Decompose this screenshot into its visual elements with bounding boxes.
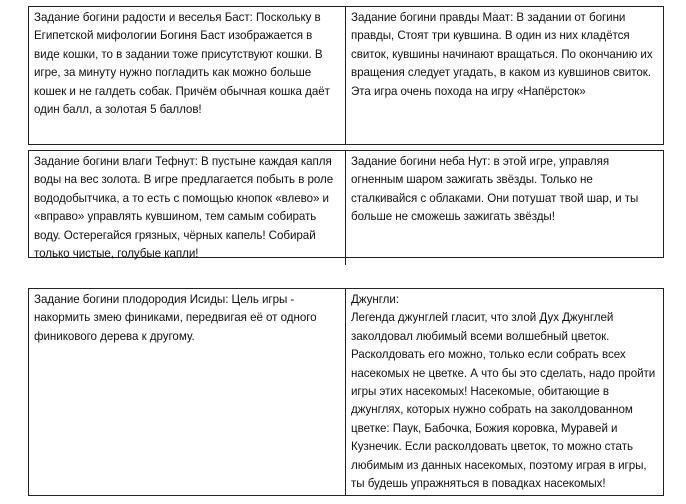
task-text-nut: Задание богини неба Нут: в этой игре, управляя огненным шаром зажигать звёзды. Только не сталкивайся с облаками. Они потушат твой шар, и ты больше не сможешь зажигать звёзды! [351, 155, 639, 224]
task-cell-maat [345, 7, 665, 144]
task-text-jungle: Джунгли: Легенда джунглей гласит, что злой Дух Джунглей заколдовал любимый всеми волшебный цветок. Расколдовать его можно, только если собрать всех насекомых не цветке. А что бы это сделать, надо пройти игры этих насекомых! Насекомые, обитающие в джунглях, которых нужно собрать на заколдованном цветке: Паук, Бабочка, Божия коровка, Муравей и Кузнечик. Если расколдовать цветок, то можно стать любимым из данных насекомых, поэтому играя в игры, ты будешь упражняться в повадках насекомых! [351, 293, 656, 491]
task-cell-nut [345, 151, 665, 265]
task-text-isis: Задание богини плодородия Исиды: Цель игры - накормить змею финиками, передвигая её от одного финикового дерева к другому. [34, 293, 317, 343]
task-table-bast-maat [28, 6, 664, 145]
task-table-isis-jungle [28, 288, 664, 496]
task-text-tefnut: Задание богини влаги Тефнут: В пустыне каждая капля воды на вес золота. В игре предлагается побыть в роле вододобытчика, а то есть с помощью кнопок «влево» и «вправо» управлять кувшином, тем самым собирать воду. Остерегайся грязных, чёрных капель! Собирай только чистые, голубые капли! [34, 155, 334, 261]
task-cell-bast [29, 7, 345, 144]
task-table-tefnut-nut [28, 150, 664, 261]
task-cell-tefnut [29, 151, 345, 265]
task-text-maat: Задание богини правды Маат: В задании от богини правды, Стоят три кувшина. В один из них кладётся свиток, кувшины начинают вращаться. По окончанию их вращения следует угадать, в каком из кувшинов свиток. Эта игра очень похода на игру «Напёрсток» [351, 11, 653, 98]
task-text-bast: Задание богини радости и веселья Баст: Поскольку в Египетской мифологии Богиня Баст изображается в виде кошки, то в задании тоже присутствуют кошки. В игре, за минуту нужно погладить как можно больше кошек и не галдеть собак. Причём обычная кошка даёт один балл, а золотая 5 баллов! [34, 11, 330, 117]
task-cell-isis [29, 289, 345, 495]
task-cell-jungle [345, 289, 665, 495]
